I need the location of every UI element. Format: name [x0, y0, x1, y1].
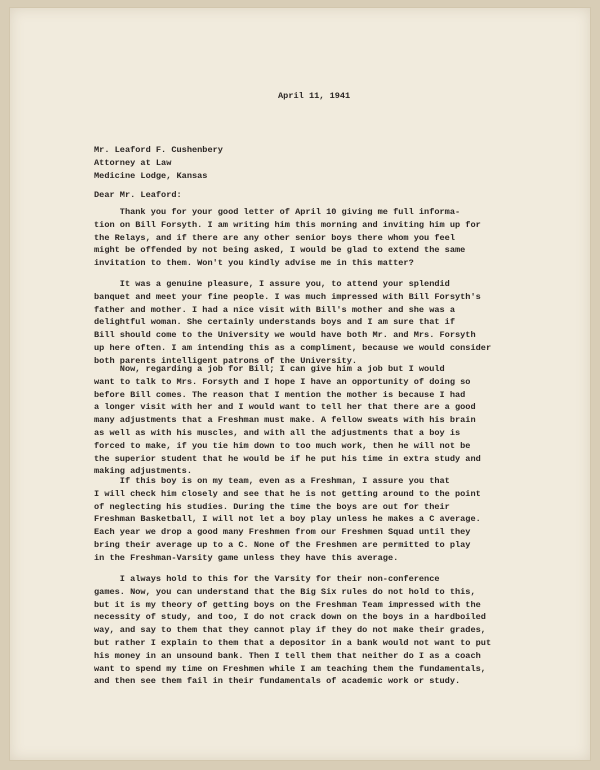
- paragraph-2: It was a genuine pleasure, I assure you, to attend your splendid banquet and meet your fine people. I was much impressed with Bill Forsyth's father and mother. I had a nice visit with Bill's mother and she was a delightful woman. She certainly understands boys and I am sure that if Bill should come to the University we would have both Mr. and Mrs. Forsyth up here often. I am intending this as a compliment, because we would consider both parents intelligent patrons of the University.: [94, 279, 492, 366]
- paragraph-4: If this boy is on my team, even as a Freshman, I assure you that I will check him closely and see that he is not getting around to the point of neglecting his studies. During the time the boys are out for their Freshman Basketball, I will not let a boy play unless he makes a C average. Each year we drop a good many Freshmen from our Freshmen Squad until they bring their average up to a C. None of the Freshmen are permitted to play in the Freshman-Varsity game unless they have this average.: [94, 476, 481, 563]
- letter-page: [10, 8, 590, 760]
- recipient-name: Mr. Leaford F. Cushenbery: [94, 145, 223, 155]
- recipient-location: Medicine Lodge, Kansas: [94, 170, 208, 181]
- paragraph-1: Thank you for your good letter of April 10 giving me full informa- tion on Bill Forsyth. I am writing him this morning and inviting him up for the Relays, and if there are any other senior boys there whom you feel might be offended by not being asked, I would be glad to extend the same invitation to them. Won't you kindly advise me in this matter?: [94, 207, 481, 269]
- recipient-title: Attorney at Law: [94, 157, 172, 168]
- letter-date: April 11, 1941: [278, 91, 351, 101]
- paragraph-5: I always hold to this for the Varsity for their non-conference games. Now, you can understand that the Big Six rules do not hold to this, but it is my theory of getting boys on the Freshman Team impressed with the necessity of study, and too, I do not crack down on the boys in a hardboiled way, and say to them that they cannot play if they do not make their grades, but rather I explain to them that a depositor in a bank would not want to put his money in an unsound bank. Then I tell them that neither do I as a coach want to spend my time on Freshmen while I am teaching them the fundamentals, and then see them fail in their fundamentals of academic work or study.: [94, 574, 492, 687]
- recipient-address-block: [94, 144, 223, 182]
- salutation: Dear Mr. Leaford:: [94, 190, 182, 200]
- paragraph-3: Now, regarding a job for Bill; I can give him a job but I would want to talk to Mrs. Forsyth and I hope I have an opportunity of doing so before Bill comes. The reason that I mention the mother is because I had a longer visit with her and I would want to tell her that there are a good many adjustments that a Freshman must make. A fellow sweats with his brain as well as with his muscles, and with all the adjustments that a boy is forced to make, if you tie him down to too much work, then he will not be the superior student that he would be if he put his time in extra study and making adjustments.: [94, 364, 481, 477]
